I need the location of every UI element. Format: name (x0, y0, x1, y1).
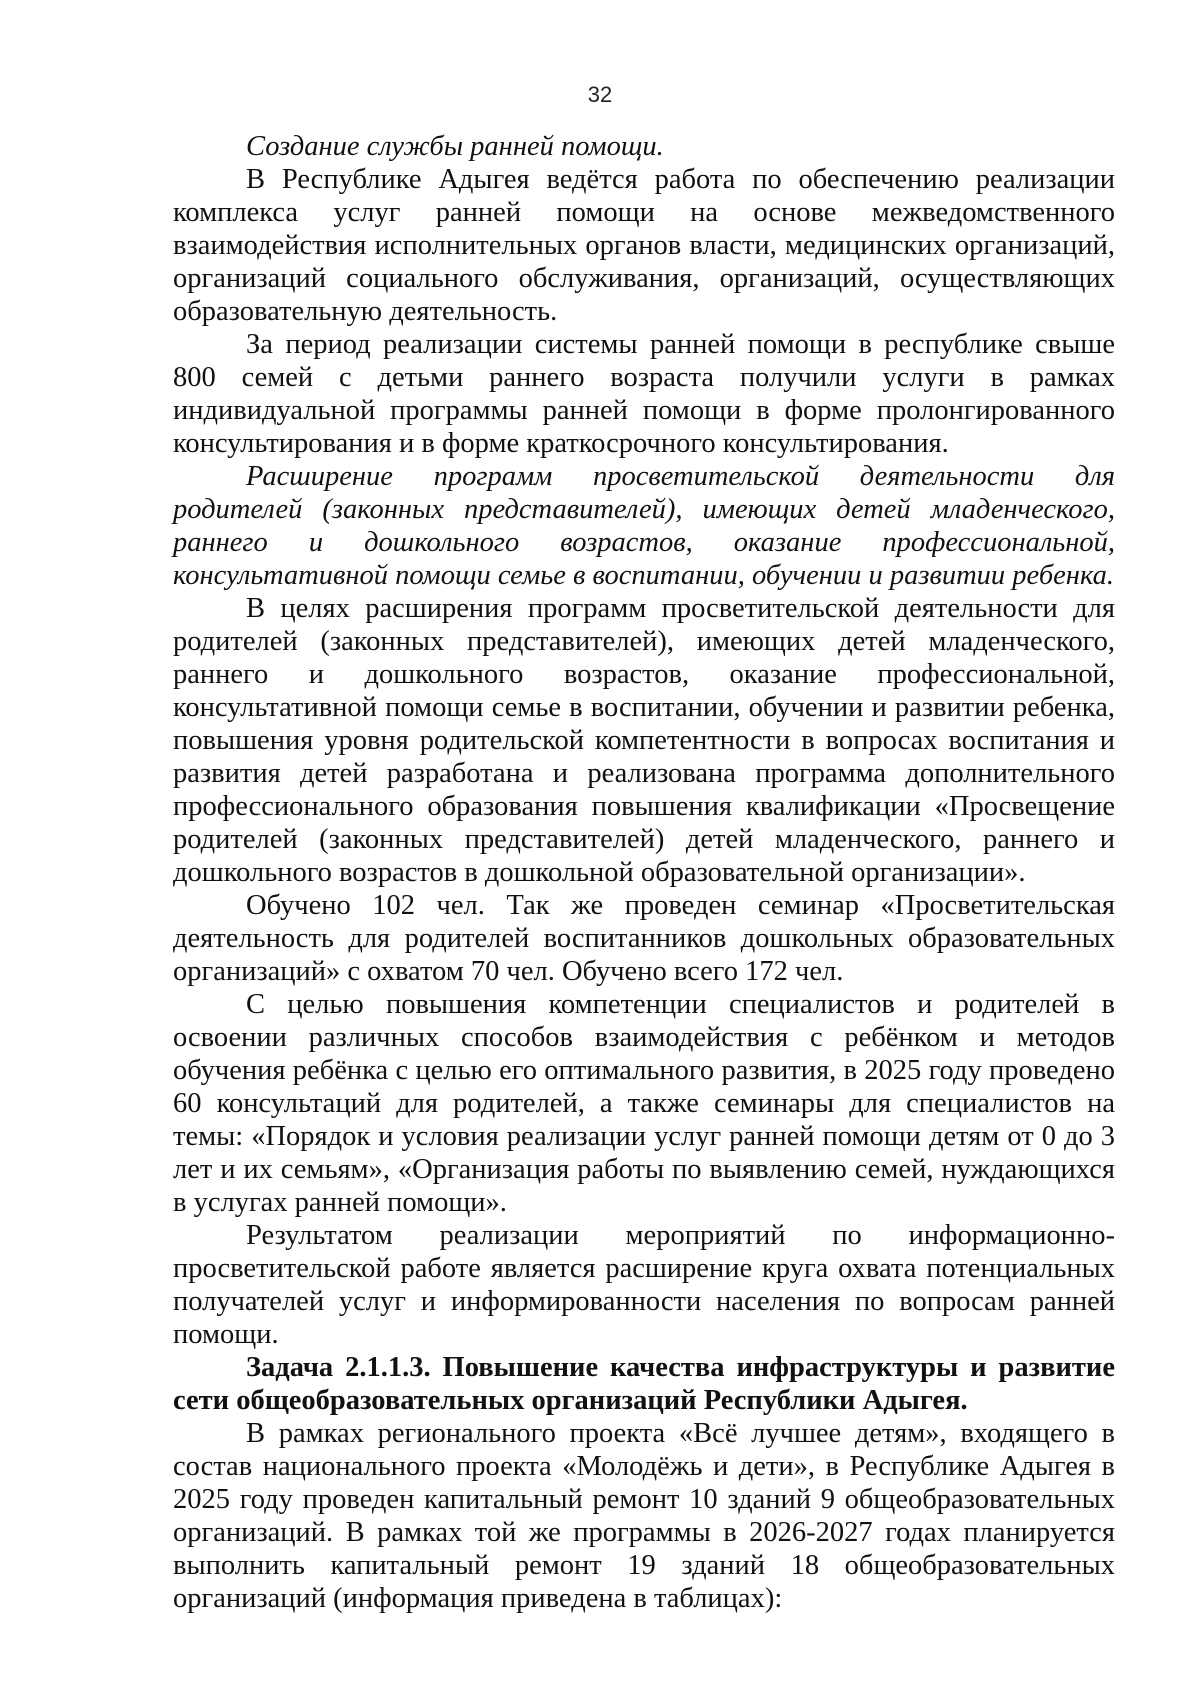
paragraph-training-program: В целях расширения программ просветительской деятельности для родителей (законных представителей), имеющих детей младенческого, раннего и дошкольного возрастов, оказание профессиональной, консультативной помощи семье в воспитании, обучении и развитии ребенка, повышения уровня родительской компетентности в вопросах воспитания и развития детей разработана и реализована программа дополнительного профессионального образования повышения квалификации «Просвещение родителей (законных представителей) детей младенческого, раннего и дошкольного возрастов в дошкольной образовательной организации». (173, 593, 1115, 888)
paragraph-families-served: За период реализации системы ранней помощи в республике свыше 800 семей с детьми раннего возраста получили услуги в рамках индивидуальной программы ранней помощи в форме пролонгированного консультирования и в форме краткосрочного консультирования. (173, 329, 1115, 459)
paragraph-trained-count: Обучено 102 чел. Так же проведен семинар «Просветительская деятельность для родителей воспитанников дошкольных образовательных организаций» с охватом 70 чел. Обучено всего 172 чел. (173, 890, 1115, 987)
page-number: 32 (587, 82, 613, 107)
paragraph-consultations: С целью повышения компетенции специалистов и родителей в освоении различных способов взаимодействия с ребёнком и методов обучения ребёнка с целью его оптимального развития, в 2025 году проведено 60 консультаций для родителей, а также семинары для специалистов на темы: «Порядок и условия реализации услуг ранней помощи детям от 0 до 3 лет и их семьям», «Организация работы по выявлению семей, нуждающихся в услугах ранней помощи». (173, 989, 1115, 1218)
section-heading-parent-education: Расширение программ просветительской деятельности для родителей (законных представителей), имеющих детей младенческого, раннего и дошкольного возрастов, оказание профессиональной, консультативной помощи семье в воспитании, обучении и развитии ребенка. (173, 461, 1115, 591)
paragraph-early-help-complex: В Республике Адыгея ведётся работа по обеспечению реализации комплекса услуг ранней помощи на основе межведомственного взаимодействия исполнительных органов власти, медицинских организаций, организаций социального обслуживания, организаций, осуществляющих образовательную деятельность. (173, 164, 1115, 327)
task-heading: Задача 2.1.1.3. Повышение качества инфраструктуры и развитие сети общеобразовательных организаций Республики Адыгея. (173, 1352, 1115, 1416)
paragraph-results: Результатом реализации мероприятий по информационно-просветительской работе является расширение круга охвата потенциальных получателей услуг и информированности населения по вопросам ранней помощи. (173, 1220, 1115, 1350)
document-body (173, 130, 1115, 1615)
paragraph-capital-repair: В рамках регионального проекта «Всё лучшее детям», входящего в состав национального проекта «Молодёжь и дети», в Республике Адыгея в 2025 году проведен капитальный ремонт 10 зданий 9 общеобразовательных организаций. В рамках той же программы в 2026-2027 годах планируется выполнить капитальный ремонт 19 зданий 18 общеобразовательных организаций (информация приведена в таблицах): (173, 1418, 1115, 1614)
section-heading-early-help-service: Создание службы ранней помощи. (246, 131, 664, 162)
